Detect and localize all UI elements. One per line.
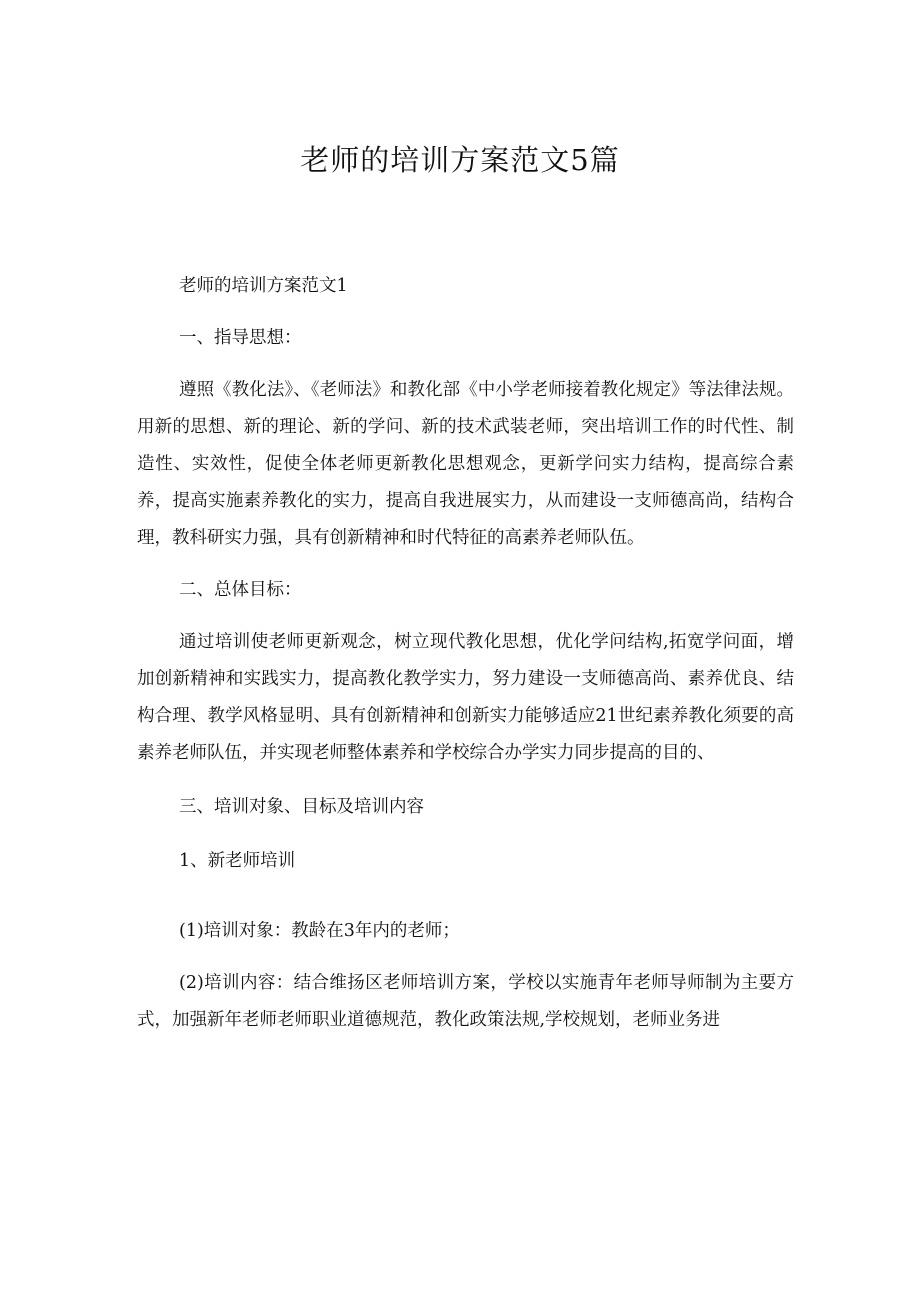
subsection-heading: 三、培训对象、目标及培训内容 [179,797,424,817]
document-title: 老师的培训方案范文5篇 [300,143,620,177]
paragraph: 通过培训使老师更新观念，树立现代教化思想，优化学问结构,拓宽学问面，增加创新精神和实践实力，提高教化教学实力，努力建设一支师德高尚、素养优良、结构合理、教学风格显明、具有创新精神和创新实力能够适应21世纪素养教化须要的高素养老师队伍，并实现老师整体素养和学校综合办学实力同步提高的目的、 [137,632,794,763]
subsection-heading: 一、指导思想： [179,328,302,348]
subsection-heading: 1、新老师培训 [179,851,296,871]
paragraph: 遵照《教化法》、《老师法》和教化部《中小学老师接着教化规定》等法律法规。用新的思想、新的理论、新的学问、新的技术武装老师，突出培训工作的时代性、制造性、实效性，促使全体老师更新教化思想观念，更新学问实力结构，提高综合素养，提高实施素养教化的实力，提高自我进展实力，从而建设一支师德高尚，结构合理，教科研实力强，具有创新精神和时代特征的高素养老师队伍。 [137,380,794,548]
list-item: (2)培训内容：结合维扬区老师培训方案，学校以实施青年老师导师制为主要方式，加强新年老师老师职业道德规范，教化政策法规,学校规划，老师业务进 [137,973,794,1030]
subsection-heading: 二、总体目标： [179,580,302,600]
list-item: (1)培训对象：教龄在3年内的老师； [179,921,460,941]
section-heading: 老师的培训方案范文1 [179,276,348,296]
document-body [137,268,794,1039]
